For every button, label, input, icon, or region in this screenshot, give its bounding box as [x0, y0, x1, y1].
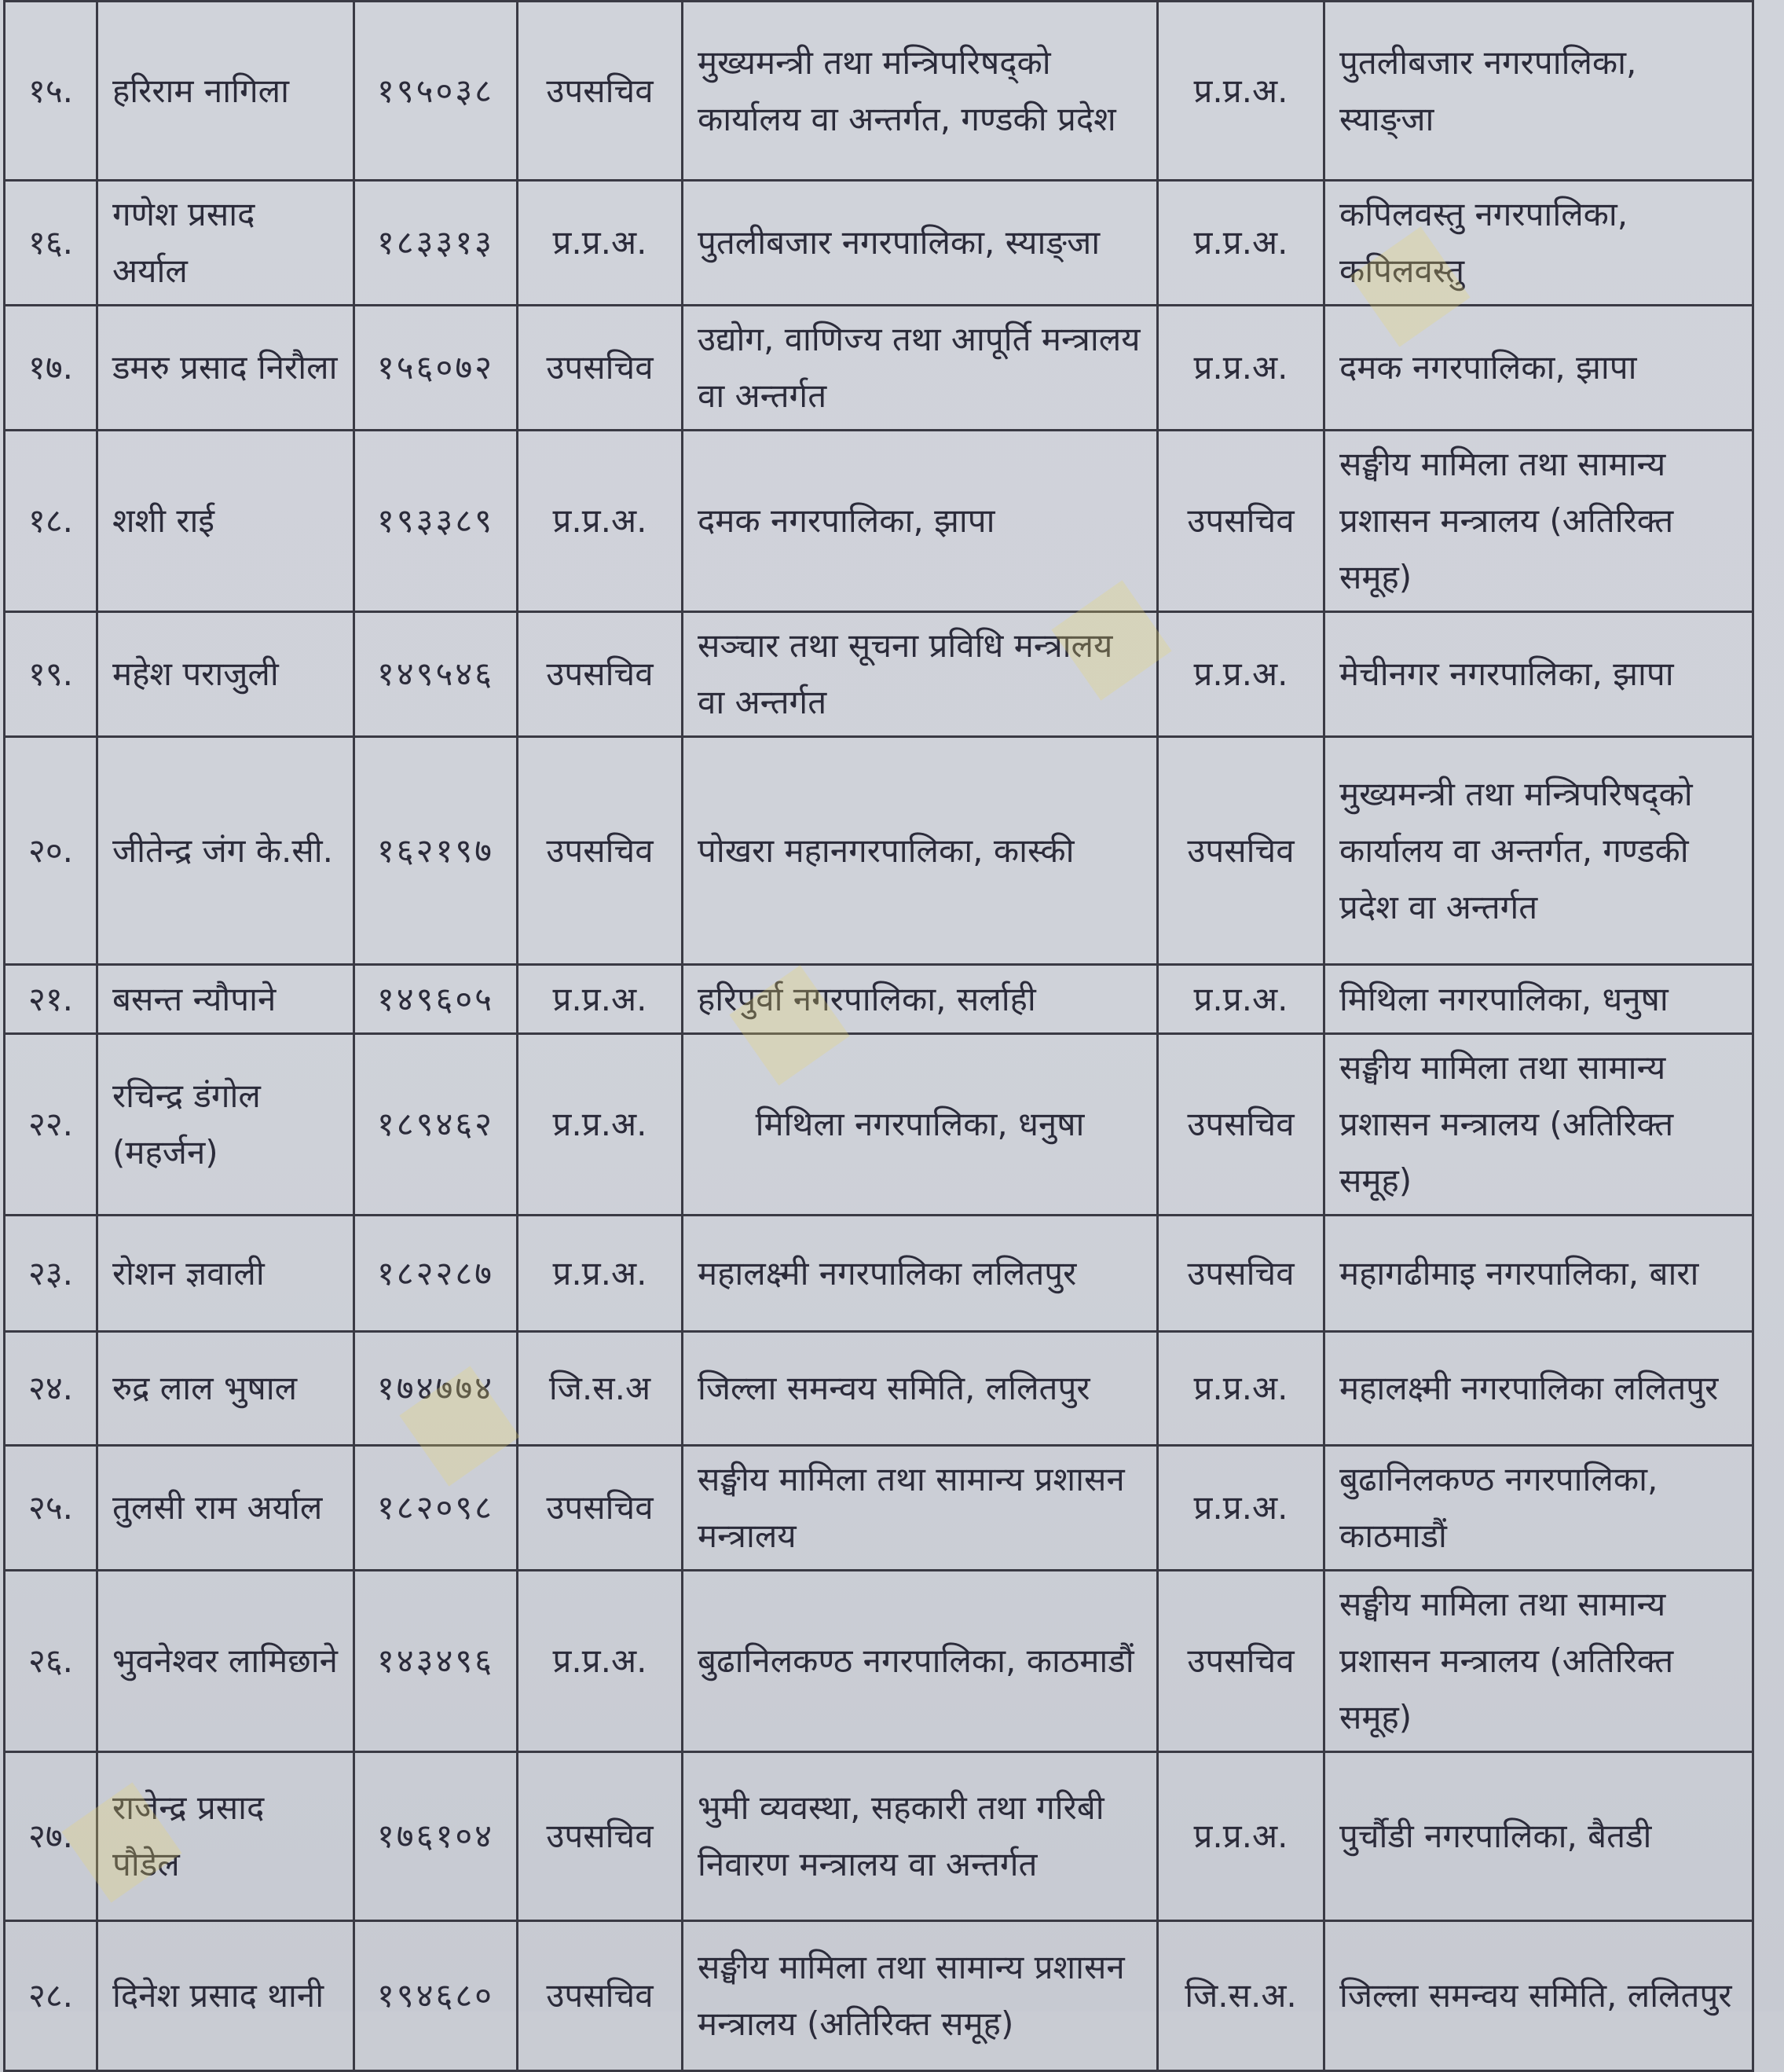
table-row — [5, 306, 1753, 431]
employee-name: तुलसी राम अर्याल — [97, 1446, 354, 1571]
new-office: कपिलवस्तु नगरपालिका, कपिलवस्तु — [1324, 181, 1753, 306]
current-office: मुख्यमन्त्री तथा मन्त्रिपरिषद्को कार्यालय वा अन्तर्गत, गण्डकी प्रदेश — [683, 2, 1158, 181]
table-row — [5, 1216, 1753, 1332]
new-post: उपसचिव — [1158, 737, 1324, 965]
employee-name: राजेन्द्र प्रसाद पौडेल — [97, 1752, 354, 1921]
employee-code: १८२०९८ — [354, 1446, 518, 1571]
current-post: उपसचिव — [518, 737, 683, 965]
serial-number: २३. — [5, 1216, 97, 1332]
employee-name: महेश पराजुली — [97, 612, 354, 737]
employee-name: रचिन्द्र डंगोल (महर्जन) — [97, 1034, 354, 1216]
table-row — [5, 2, 1753, 181]
current-post: प्र.प्र.अ. — [518, 1216, 683, 1332]
employee-name: दिनेश प्रसाद थानी — [97, 1921, 354, 2071]
new-post: प्र.प्र.अ. — [1158, 2, 1324, 181]
current-post: प्र.प्र.अ. — [518, 965, 683, 1034]
current-office: हरिपुर्वा नगरपालिका, सर्लाही — [683, 965, 1158, 1034]
current-post: उपसचिव — [518, 1921, 683, 2071]
employee-code: १८३३१३ — [354, 181, 518, 306]
employee-code: १४३४९६ — [354, 1571, 518, 1752]
serial-number: १९. — [5, 612, 97, 737]
current-post: उपसचिव — [518, 1446, 683, 1571]
serial-number: १६. — [5, 181, 97, 306]
table-row — [5, 612, 1753, 737]
employee-name: भुवनेश्वर लामिछाने — [97, 1571, 354, 1752]
employee-name: डमरु प्रसाद निरौला — [97, 306, 354, 431]
current-office: भुमी व्यवस्था, सहकारी तथा गरिबी निवारण मन्त्रालय वा अन्तर्गत — [683, 1752, 1158, 1921]
serial-number: २४. — [5, 1332, 97, 1446]
serial-number: २०. — [5, 737, 97, 965]
current-office: मिथिला नगरपालिका, धनुषा — [683, 1034, 1158, 1216]
table-row — [5, 965, 1753, 1034]
employee-code: १५६०७२ — [354, 306, 518, 431]
new-post: प्र.प्र.अ. — [1158, 306, 1324, 431]
new-office: महालक्ष्मी नगरपालिका ललितपुर — [1324, 1332, 1753, 1446]
table-body — [5, 2, 1753, 2071]
current-post: जि.स.अ — [518, 1332, 683, 1446]
new-office: मिथिला नगरपालिका, धनुषा — [1324, 965, 1753, 1034]
serial-number: २७. — [5, 1752, 97, 1921]
table-row — [5, 1921, 1753, 2071]
current-office: पुतलीबजार नगरपालिका, स्याङ्जा — [683, 181, 1158, 306]
employee-name: रुद्र लाल भुषाल — [97, 1332, 354, 1446]
serial-number: १८. — [5, 431, 97, 612]
serial-number: १५. — [5, 2, 97, 181]
transfer-table — [3, 0, 1754, 2072]
new-office: जिल्ला समन्वय समिति, ललितपुर — [1324, 1921, 1753, 2071]
table-row — [5, 1571, 1753, 1752]
new-post: उपसचिव — [1158, 431, 1324, 612]
current-post: उपसचिव — [518, 612, 683, 737]
employee-name: बसन्त न्यौपाने — [97, 965, 354, 1034]
current-post: उपसचिव — [518, 306, 683, 431]
table-row — [5, 1332, 1753, 1446]
employee-name: गणेश प्रसाद अर्याल — [97, 181, 354, 306]
current-office: बुढानिलकण्ठ नगरपालिका, काठमाडौं — [683, 1571, 1158, 1752]
new-post: प्र.प्र.अ. — [1158, 181, 1324, 306]
employee-name: रोशन ज्ञवाली — [97, 1216, 354, 1332]
new-post: प्र.प्र.अ. — [1158, 1752, 1324, 1921]
table-row — [5, 431, 1753, 612]
current-post: प्र.प्र.अ. — [518, 181, 683, 306]
employee-name: जीतेन्द्र जंग के.सी. — [97, 737, 354, 965]
serial-number: २१. — [5, 965, 97, 1034]
table-row — [5, 181, 1753, 306]
current-office: सङ्घीय मामिला तथा सामान्य प्रशासन मन्त्रालय — [683, 1446, 1158, 1571]
serial-number: २२. — [5, 1034, 97, 1216]
current-post: उपसचिव — [518, 1752, 683, 1921]
employee-code: १४९६०५ — [354, 965, 518, 1034]
new-post: प्र.प्र.अ. — [1158, 1332, 1324, 1446]
current-office: जिल्ला समन्वय समिति, ललितपुर — [683, 1332, 1158, 1446]
current-office: सङ्घीय मामिला तथा सामान्य प्रशासन मन्त्रालय (अतिरिक्त समूह) — [683, 1921, 1158, 2071]
new-post: प्र.प्र.अ. — [1158, 965, 1324, 1034]
current-office: पोखरा महानगरपालिका, कास्की — [683, 737, 1158, 965]
employee-name: शशी राई — [97, 431, 354, 612]
new-office: बुढानिलकण्ठ नगरपालिका, काठमाडौं — [1324, 1446, 1753, 1571]
employee-name: हरिराम नागिला — [97, 2, 354, 181]
new-office: मेचीनगर नगरपालिका, झापा — [1324, 612, 1753, 737]
new-post: प्र.प्र.अ. — [1158, 612, 1324, 737]
new-post: जि.स.अ. — [1158, 1921, 1324, 2071]
table-row — [5, 1752, 1753, 1921]
current-office: सञ्चार तथा सूचना प्रविधि मन्त्रालय वा अन्तर्गत — [683, 612, 1158, 737]
current-office: उद्योग, वाणिज्य तथा आपूर्ति मन्त्रालय वा अन्तर्गत — [683, 306, 1158, 431]
employee-code: १७६१०४ — [354, 1752, 518, 1921]
employee-code: १८९४६२ — [354, 1034, 518, 1216]
table-row — [5, 737, 1753, 965]
new-office: सङ्घीय मामिला तथा सामान्य प्रशासन मन्त्रालय (अतिरिक्त समूह) — [1324, 431, 1753, 612]
table-row — [5, 1034, 1753, 1216]
serial-number: २५. — [5, 1446, 97, 1571]
current-post: प्र.प्र.अ. — [518, 1571, 683, 1752]
new-office: सङ्घीय मामिला तथा सामान्य प्रशासन मन्त्रालय (अतिरिक्त समूह) — [1324, 1034, 1753, 1216]
current-post: उपसचिव — [518, 2, 683, 181]
new-office: दमक नगरपालिका, झापा — [1324, 306, 1753, 431]
table-row — [5, 1446, 1753, 1571]
employee-code: १९५०३८ — [354, 2, 518, 181]
new-post: प्र.प्र.अ. — [1158, 1446, 1324, 1571]
employee-code: १७४७७४ — [354, 1332, 518, 1446]
serial-number: २८. — [5, 1921, 97, 2071]
new-post: उपसचिव — [1158, 1034, 1324, 1216]
current-post: प्र.प्र.अ. — [518, 431, 683, 612]
new-office: पुर्चौडी नगरपालिका, बैतडी — [1324, 1752, 1753, 1921]
new-post: उपसचिव — [1158, 1216, 1324, 1332]
employee-code: १४९५४६ — [354, 612, 518, 737]
serial-number: २६. — [5, 1571, 97, 1752]
current-post: प्र.प्र.अ. — [518, 1034, 683, 1216]
new-office: सङ्घीय मामिला तथा सामान्य प्रशासन मन्त्रालय (अतिरिक्त समूह) — [1324, 1571, 1753, 1752]
new-post: उपसचिव — [1158, 1571, 1324, 1752]
new-office: महागढीमाइ नगरपालिका, बारा — [1324, 1216, 1753, 1332]
current-office: दमक नगरपालिका, झापा — [683, 431, 1158, 612]
employee-code: १८२२८७ — [354, 1216, 518, 1332]
employee-code: १९३३८९ — [354, 431, 518, 612]
employee-code: १६२१९७ — [354, 737, 518, 965]
serial-number: १७. — [5, 306, 97, 431]
new-office: पुतलीबजार नगरपालिका, स्याङ्जा — [1324, 2, 1753, 181]
employee-code: १९४६८० — [354, 1921, 518, 2071]
current-office: महालक्ष्मी नगरपालिका ललितपुर — [683, 1216, 1158, 1332]
new-office: मुख्यमन्त्री तथा मन्त्रिपरिषद्को कार्यालय वा अन्तर्गत, गण्डकी प्रदेश वा अन्तर्गत — [1324, 737, 1753, 965]
